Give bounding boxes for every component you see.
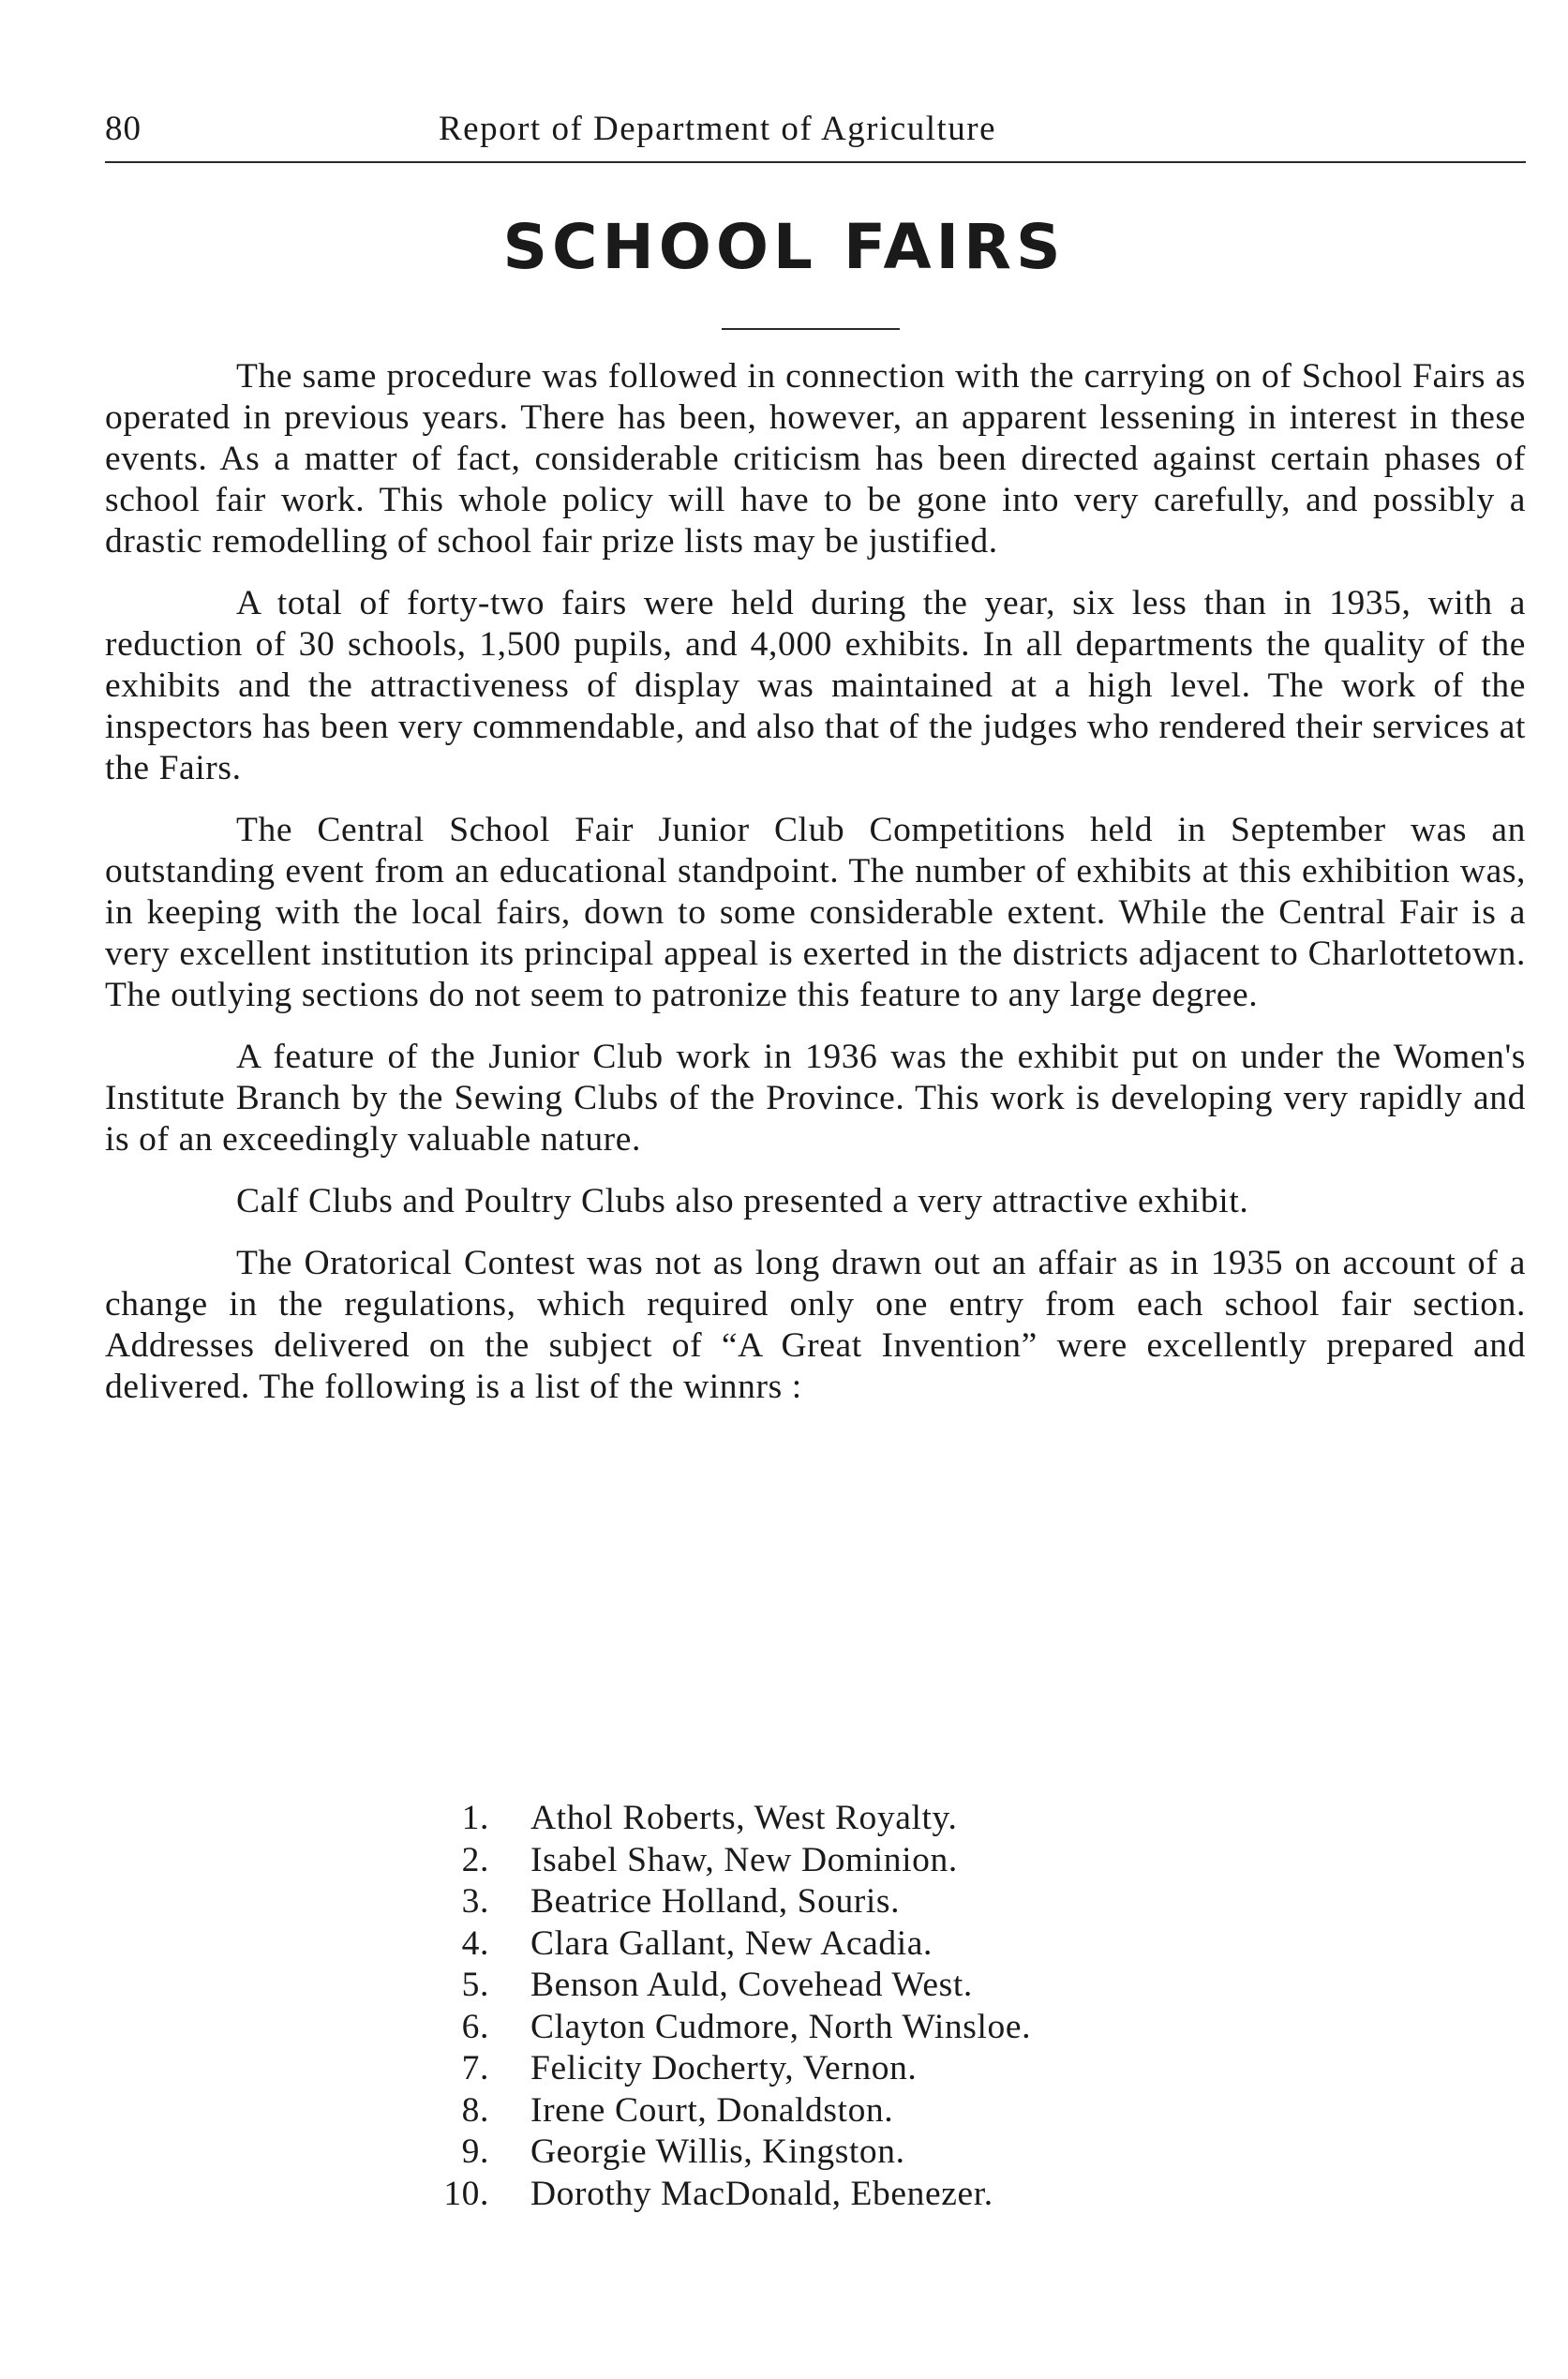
winner-name: Dorothy MacDonald, Ebenezer. (530, 2174, 993, 2213)
winner-number: 3. (461, 1882, 489, 1921)
paragraph: The same procedure was followed in connection with the carrying on of School Fairs as operated in previous years. There has been, however, an apparent lessening in interest in these events. As a matter of fact, considerable criticism has been directed against certain phases of school fair work. This whole policy will have to be gone into very carefully, and possibly a drastic remodelling of school fair prize lists may be justified. (105, 357, 1526, 561)
winner-number: 8. (461, 2090, 489, 2130)
body-text (105, 356, 1526, 1429)
winner-number: 9. (461, 2132, 489, 2171)
winner-number: 2. (461, 1840, 489, 1879)
winner-name: Clara Gallant, New Acadia. (530, 1923, 933, 1963)
winner-item (412, 1965, 1031, 2007)
winner-name: Georgie Willis, Kingston. (530, 2132, 905, 2171)
winner-number: 10. (443, 2174, 489, 2213)
winner-item (412, 2174, 1031, 2216)
winners-list (412, 1798, 1031, 2215)
winner-item (412, 1923, 1031, 1966)
winner-number: 4. (461, 1923, 489, 1963)
winner-item (412, 2007, 1031, 2049)
winner-number: 7. (461, 2049, 489, 2087)
winner-item (412, 2090, 1031, 2132)
winner-item (412, 1840, 1031, 1882)
paragraph: The Oratorical Contest was not as long drawn out an affair as in 1935 on account of a change in the regulations, which required only one entry from each school fair section. Addresses delivered on the subject of “A Great Invention” were excellently prepared and delivered. The following is a list of the winnrs : (105, 1244, 1526, 1406)
winner-number: 5. (461, 1966, 489, 2004)
winner-name: Athol Roberts, West Royalty. (530, 1799, 958, 1837)
winner-name: Clayton Cudmore, North Winsloe. (530, 2007, 1032, 2046)
paragraph: The Central School Fair Junior Club Competitions held in September was an outstanding event from an educational standpoint. The number of exhibits at this exhibition was, in keeping with the local fairs, down to some considerable extent. While the Central Fair is a very excellent institution its principal appeal is exerted in the districts adjacent to Charlottetown. The outlying sections do not seem to patronize this feature to any large degree. (105, 811, 1526, 1014)
winner-item (412, 1881, 1031, 1923)
paragraph: A feature of the Junior Club work in 1936 was the exhibit put on under the Women's Institute Branch by the Sewing Clubs of the Province. This work is developing very rapidly and is of an exceedingly valuable nature. (105, 1038, 1526, 1159)
page-number: 80 (105, 110, 142, 148)
winner-name: Benson Auld, Covehead West. (530, 1966, 973, 2004)
paragraph: A total of forty-two fairs were held during the year, six less than in 1935, with a reduction of 30 schools, 1,500 pupils, and 4,000 exhibits. In all departments the quality of the exhibits and the attractiveness of display was maintained at a high level. The work of the inspectors has been very commendable, and also that of the judges who rendered their services at the Fairs. (105, 584, 1526, 787)
running-header (105, 101, 1526, 163)
winner-number: 6. (461, 2007, 489, 2046)
running-title: Report of Department of Agriculture (439, 110, 996, 148)
paragraph: Calf Clubs and Poultry Clubs also presented a very attractive exhibit. (236, 1182, 1249, 1220)
winner-name: Irene Court, Donaldston. (530, 2090, 894, 2130)
winner-name: Felicity Docherty, Vernon. (530, 2049, 918, 2087)
winner-item (412, 2048, 1031, 2090)
winner-item (412, 2132, 1031, 2174)
section-title: SCHOOL FAIRS (502, 211, 1066, 283)
winner-name: Isabel Shaw, New Dominion. (530, 1840, 958, 1879)
winner-number: 1. (461, 1799, 489, 1837)
winner-item (412, 1798, 1031, 1840)
title-divider (722, 328, 900, 330)
winner-name: Beatrice Holland, Souris. (530, 1882, 901, 1921)
